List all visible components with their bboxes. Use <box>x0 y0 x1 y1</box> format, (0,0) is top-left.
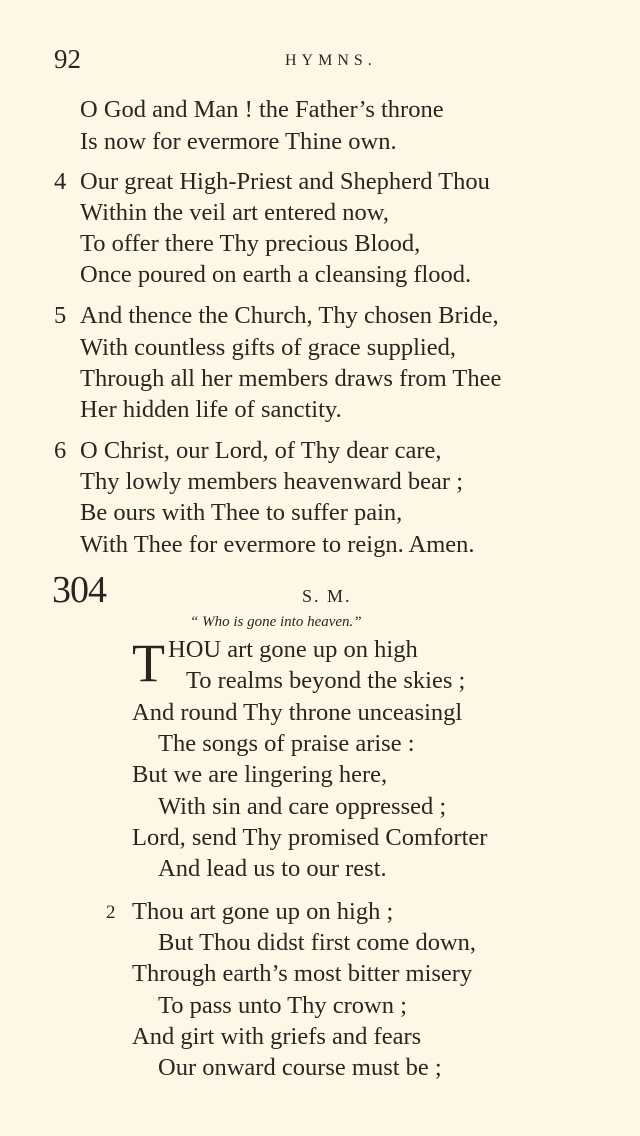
verse-line: Be ours with Thee to suffer pain, <box>80 499 403 526</box>
verse-line: To pass unto Thy crown ; <box>158 992 407 1019</box>
verse-line: And girt with griefs and fears <box>132 1023 422 1050</box>
page-number: 92 <box>54 44 81 74</box>
verse-line: Through earth’s most bitter misery <box>132 960 473 987</box>
verse-number: 6 <box>54 437 67 464</box>
verse-line: O God and Man ! the Father’s throne <box>80 96 444 123</box>
verse-line: But we are lingering here, <box>132 761 388 788</box>
verse-line: To realms beyond the skies ; <box>186 667 466 694</box>
verse-line: Lord, send Thy promised Comforter <box>132 824 488 851</box>
verse-line: To offer there Thy precious Blood, <box>80 230 421 257</box>
hymn-number: 304 <box>52 569 106 611</box>
verse-number: 2 <box>106 902 116 923</box>
verse-line: Her hidden life of sanctity. <box>80 396 342 423</box>
verse-line: Is now for evermore Thine own. <box>80 128 397 155</box>
drop-cap: T <box>132 633 165 693</box>
verse-number: 5 <box>54 302 67 329</box>
page-header <box>0 44 640 78</box>
verse-line: Once poured on earth a cleansing flood. <box>80 261 472 288</box>
hymn-epigraph: “ Who is gone into heaven.” <box>190 614 362 630</box>
running-head: HYMNS. <box>285 52 377 69</box>
verse-line: And lead us to our rest. <box>158 855 387 882</box>
verse-line: And thence the Church, Thy chosen Bride, <box>80 302 499 329</box>
verse-line: With sin and care oppressed ; <box>158 793 447 820</box>
verse-line: O Christ, our Lord, of Thy dear care, <box>80 437 442 464</box>
verse-line: Within the veil art entered now, <box>80 199 390 226</box>
verse-number: 4 <box>54 168 67 195</box>
verse-line: Our onward course must be ; <box>158 1054 442 1081</box>
verse-line: Thy lowly members heavenward bear ; <box>80 468 464 495</box>
verse-line: Thou art gone up on high ; <box>132 898 394 925</box>
verse-line: Through all her members draws from Thee <box>80 365 502 392</box>
verse-line: The songs of praise arise : <box>158 730 415 757</box>
verse-line: Our great High-Priest and Shepherd Thou <box>80 168 490 195</box>
verse-line: And round Thy throne unceasingl <box>132 699 463 726</box>
verse-line: With Thee for evermore to reign. Amen. <box>80 531 475 558</box>
verse-line: With countless gifts of grace supplied, <box>80 334 456 361</box>
verse-line: But Thou didst first come down, <box>158 929 477 956</box>
verse-line: HOU art gone up on high <box>168 636 418 663</box>
hymn-meter: S. M. <box>302 586 352 606</box>
